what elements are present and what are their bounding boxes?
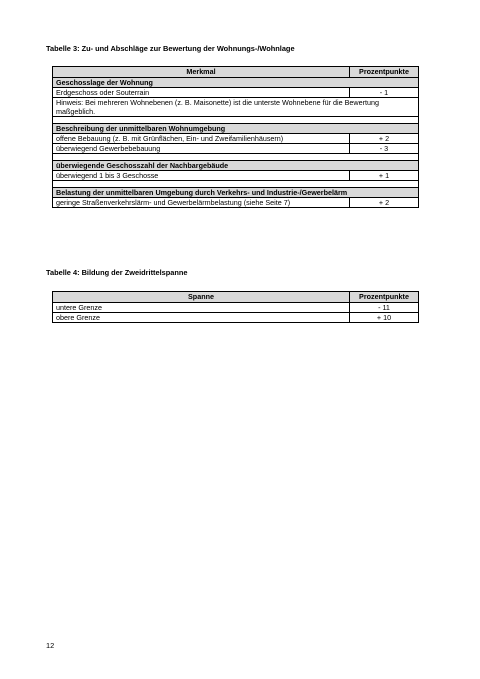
row-label: geringe Straßenverkehrslärm- und Gewerbelärmbelastung (siehe Seite 7) bbox=[53, 198, 350, 208]
table-row bbox=[53, 303, 419, 313]
table3-section-row bbox=[53, 78, 419, 88]
table3-section-row bbox=[53, 188, 419, 198]
row-label: offene Bebauung (z. B. mit Grünflächen, Ein- und Zweifamilienhäusern) bbox=[53, 134, 350, 144]
row-value: - 1 bbox=[350, 88, 419, 98]
table3 bbox=[52, 66, 419, 208]
table3-header-merkmal: Merkmal bbox=[53, 67, 350, 78]
table-row bbox=[53, 171, 419, 181]
table-row bbox=[53, 313, 419, 323]
table4-caption: Tabelle 4: Bildung der Zweidrittelspanne bbox=[46, 268, 188, 277]
row-value: + 1 bbox=[350, 171, 419, 181]
section-wohnumgebung: Beschreibung der unmittelbaren Wohnumgebung bbox=[53, 124, 419, 134]
row-label: obere Grenze bbox=[53, 313, 350, 323]
table-row bbox=[53, 144, 419, 154]
table4-header-row bbox=[53, 292, 419, 303]
page-number: 12 bbox=[46, 641, 55, 650]
note-text: Hinweis: Bei mehreren Wohnebenen (z. B. Maisonette) ist die unterste Wohnebene für die Bewertung maßgeblich. bbox=[53, 98, 419, 117]
table-row bbox=[53, 198, 419, 208]
spacer-row bbox=[53, 181, 419, 188]
table3-header-row bbox=[53, 67, 419, 78]
table-row bbox=[53, 98, 419, 117]
table-row bbox=[53, 134, 419, 144]
row-label: untere Grenze bbox=[53, 303, 350, 313]
row-value: + 10 bbox=[350, 313, 419, 323]
section-belastung: Belastung der unmittelbaren Umgebung durch Verkehrs- und Industrie-/Gewerbelärm bbox=[53, 188, 419, 198]
table3-section-row bbox=[53, 124, 419, 134]
table4-header-spanne: Spanne bbox=[53, 292, 350, 303]
row-value: - 11 bbox=[350, 303, 419, 313]
spacer-row bbox=[53, 154, 419, 161]
section-geschosslage: Geschosslage der Wohnung bbox=[53, 78, 419, 88]
table4-header-punkte: Prozentpunkte bbox=[350, 292, 419, 303]
table-row bbox=[53, 88, 419, 98]
table4 bbox=[52, 291, 419, 323]
row-value: - 3 bbox=[350, 144, 419, 154]
table3-caption: Tabelle 3: Zu- und Abschläge zur Bewertung der Wohnungs-/Wohnlage bbox=[46, 44, 295, 53]
table3-header-punkte: Prozentpunkte bbox=[350, 67, 419, 78]
section-nachbargebaeude: überwiegende Geschosszahl der Nachbargebäude bbox=[53, 161, 419, 171]
spacer-row bbox=[53, 117, 419, 124]
row-value: + 2 bbox=[350, 134, 419, 144]
row-label: überwiegend 1 bis 3 Geschosse bbox=[53, 171, 350, 181]
row-value: + 2 bbox=[350, 198, 419, 208]
table3-section-row bbox=[53, 161, 419, 171]
row-label: Erdgeschoss oder Souterrain bbox=[53, 88, 350, 98]
row-label: überwiegend Gewerbebebauung bbox=[53, 144, 350, 154]
